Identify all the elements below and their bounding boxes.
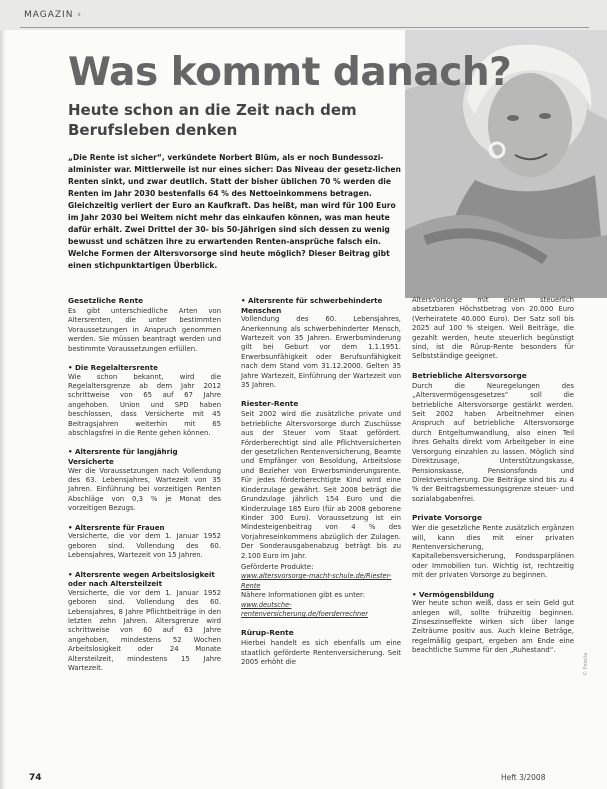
paragraph: Versicherte, die vor dem 1. Januar 1952 geboren sind. Vollendung des 60. Lebensjahres, Wartezeit von 15 Jahren. [68,532,221,560]
page-fold-shadow [0,0,6,789]
heading-vermoegensbildung: • Vermögensbildung [412,589,495,599]
column-1 [68,296,221,682]
paragraph: Altersvorsorge mit einem steuerlich absetzbaren Höchstbetrag von 20.000 Euro (Verheiratete 40.000 Euro). Der Satz soll bis 2025 auf 100 % steigen. Weil Beiträge, die gezahlt werden, heute steuerlich begünstigt sind, ist die Rürup-Rente besonders für Selbstständige geeignet. [412,296,574,361]
heading-arbeitslosigkeit: • Altersrente wegen Arbeitslosigkeit oder nach Altersteilzeit [68,569,215,589]
heading-betriebliche-altersvorsorge: Betriebliche Altersvorsorge [412,370,527,380]
paragraph: Seit 2002 wird die zusätzliche private und betriebliche Altersvorsorge durch Zuschüsse aus der Steuer vom Staat gefördert. Förderberechtigt sind alle Pflichtversicherten der gesetzlichen Rentenversicherung, Beamte und Empfänger von Besoldung, Arbeitslose und Bezieher von Erwerbsminderungsrente. Für jedes förderberechtigte Kind wird eine Kinderzulage gewährt. Seit 2008 beträgt die Grundzulage jährlich 154 Euro und die Kinderzulage 185 Euro (für ab 2008 geborene Kinder 300 Euro). Voraussetzung ist ein Mindesteigenbeitrag von 4 % des Vorjahreseinkommens abzüglich der Zulagen. Der Sonderausgabenabzug beträgt bis zu 2.100 Euro im Jahr. [241,410,401,560]
article-subtitle: Heute schon an die Zeit nach dem Berufsleben denken [68,101,357,139]
page-number: 74 [29,773,42,783]
paragraph: Geförderte Produkte: [241,562,314,571]
link-riester[interactable]: www.altersvorsorge-macht-schule.de/Riester-Rente [241,572,392,590]
paragraph: Wer heute schon weiß, dass er sein Geld gut anlegen will, sollte frühzeitig beginnen. Zinseszinseffekte wirken sich über lange Zeiträume positiv aus. Auch kleine Beträge, regelmäßig gespart, ergeben am Ende eine beachtliche Summe für den „Ruhestand“. [412,599,574,655]
photo-credit: © Fotolia [583,652,589,676]
paragraph: Wer die gesetzliche Rente zusätzlich ergänzen will, kann dies mit einer privaten Rentenversicherung, Kapitallebensversicherung, Fondssparplänen oder Immobilien tun. Wichtig ist, rechtzeitig mit der privaten Vorsorge zu beginnen. [412,524,574,580]
column-3 [412,296,574,665]
article-title: Was kommt danach? [68,50,512,95]
paragraph: Wer die Voraussetzungen nach Vollendung des 63. Lebensjahres, Wartezeit von 35 Jahren. Einführung bei vorzeitigen Renten Abschläge von 0,3 % je Monat des vorzeitigen Bezugs. [68,466,221,513]
heading-ruerup-rente: Rürup-Rente [241,628,294,638]
paragraph: Vollendung des 60. Lebensjahres, Anerkennung als schwerbehinderter Mensch, Wartezeit von 35 Jahren. Erwerbsminderung gilt bei Geburt vor dem 1.1.1951. Erwerbsunfähigkeit oder Berufsunfähigkeit nach dem Stand vom 31.12.2000. Gelten 35 Jahre Wartezeit, Einführung der Wartezeit von 35 Jahren. [241,315,401,390]
heading-langjaehrig-versicherte: • Altersrente für langjährig Versicherte [68,447,178,467]
heading-altersrente-frauen: • Altersrente für Frauen [68,522,165,532]
column-2 [241,296,401,677]
article-lead [68,152,403,272]
paragraph: Hierbei handelt es sich ebenfalls um eine staatlich geförderte Rentenversicherung. Seit 2005 erhöht die [241,639,401,667]
issue-label: Heft 3/2008 [501,773,546,782]
heading-riester-rente: Riester-Rente [241,399,299,409]
header-rule [20,27,589,28]
link-foerderrechner[interactable]: www.deutsche-rentenversicherung.de/foerderrechner [241,600,368,618]
paragraph: Durch die Neuregelungen des „Altersvermögensgesetzes“ soll die betriebliche Altersvorsorge gestärkt werden. Seit 2002 haben Arbeitnehmer einen Anspruch auf betriebliche Altersvorsorge durch Entgeltumwandlung, also einen Teil ihres Gehalts direkt vom Arbeitgeber in eine Versorgung einzahlen zu lassen. Möglich sind Direktzusage, Unterstützungskasse, Pensionskasse, Pensionsfonds und Direktversicherung. Die Beiträge sind bis zu 4 % der Beitragsbemessungsgrenze steuer- und sozialabgabenfrei. [412,381,574,503]
heading-schwerbehinderte: • Altersrente für schwerbehinderte Menschen [241,296,383,315]
paragraph: Wie schon bekannt, wird die Regelaltersgrenze ab dem Jahr 2012 schrittweise von 65 auf 67 Jahre angehoben. Union und SPD haben beschlossen, dass Versicherte mit 45 Beitragsjahren weiterhin mit 65 abschlagsfrei in die Rente gehen können. [68,372,221,438]
heading-regelaltersrente: • Die Regelaltersrente [68,363,158,373]
lead-paragraph: „Die Rente ist sicher“, verkündete Norbert Blüm, als er noch Bundessozi-alminister war. Mittlerweile ist nur eines sicher: Das Niveau der gesetz-lichen Renten sinkt, und zwar deutlich. Statt der bisher üblichen 70 % werden die Renten im Jahr 2030 bestenfalls 64 % des Nettoeinkommens betragen. Gleichzeitig verliert der Euro an Kaufkraft. Das heißt, man wird für 100 Euro im Jahr 2030 bei Weitem nicht mehr das einkaufen können, was man heute dafür erhält. Zwei Drittel der 30- bis 50-Jährigen sind sich dessen zu wenig bewusst und schätzen ihre zu erwartenden Renten-ansprüche falsch ein. Welche Formen der Altersvorsorge sind heute möglich? Dieser Beitrag gibt einen stichpunktartigen Überblick. [68,153,401,270]
header-band [0,0,607,30]
section-kicker: MAGAZIN › [24,10,82,20]
paragraph: Es gibt unterschiedliche Arten von Altersrenten, die unter bestimmten Voraussetzungen in Anspruch genommen werden. Sie müssen beantragt werden und bestimmte Voraussetzungen erfüllen. [68,307,221,353]
heading-gesetzliche-rente: Gesetzliche Rente [68,296,144,305]
paragraph: Versicherte, die vor dem 1. Januar 1952 geboren sind. Vollendung des 60. Lebensjahres, 8 Jahre Pflichtbeiträge in den letzten zehn Jahren. Altersgrenze wird schrittweise von 60 auf 63 Jahre angehoben, mindestens 52 Wochen Arbeitslosigkeit oder 24 Monate Altersteilzeit, mindestens 15 Jahre Wartezeit. [68,588,221,672]
heading-private-vorsorge: Private Vorsorge [412,513,482,523]
paragraph: Nähere Informationen gibt es unter: [241,591,366,600]
